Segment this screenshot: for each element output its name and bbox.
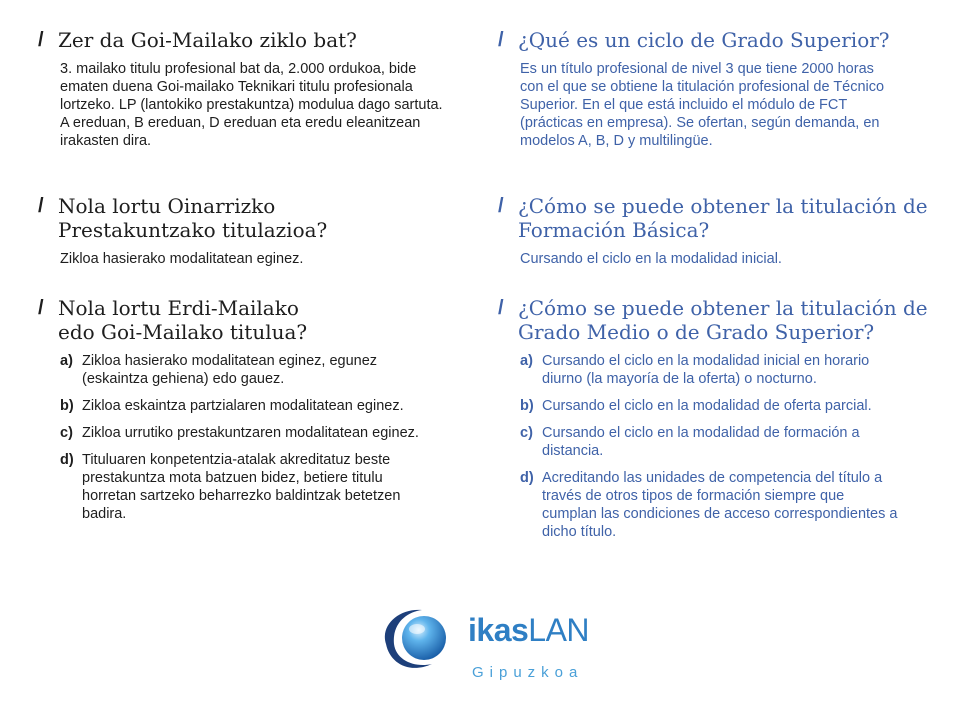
es-section-basic: [498, 194, 938, 283]
brand-name: [468, 612, 589, 649]
es-section-what-is: [498, 28, 938, 165]
es-body-what-is: Es un título profesional de nivel 3 que tiene 2000 horas con el que se obtiene la titulación profesional de Técnico Superior. En el que está incluido el módulo de FCT (prácticas en empresa). Se ofertan, según demanda, en modelos A, B, D y multilingüe.: [520, 61, 885, 149]
eu-body-basic: Zikloa hasierako modalitatean eginez.: [60, 251, 304, 267]
eu-options-list: [60, 352, 440, 523]
list-text: Cursando el ciclo en la modalidad de formación a distancia.: [542, 425, 860, 459]
list-text: Zikloa urrutiko prestakuntzaren modalitatean eginez.: [82, 425, 419, 441]
slash-marker: /: [38, 297, 44, 319]
list-item: [520, 469, 900, 541]
list-item: [60, 352, 440, 388]
list-marker: d): [520, 470, 534, 486]
es-heading-basic: [498, 194, 938, 242]
heading-text: Nola lortu Erdi-Mailako edo Goi-Mailako titulua?: [58, 296, 308, 344]
eu-heading-medium-superior: [38, 296, 338, 344]
ikaslan-logo: [376, 598, 606, 690]
list-marker: c): [60, 425, 73, 441]
brand-regular: LAN: [528, 612, 590, 648]
slash-marker: /: [498, 29, 504, 51]
list-item: [520, 424, 900, 460]
brand-region: Gipuzkoa: [472, 664, 584, 681]
list-marker: d): [60, 452, 74, 468]
eu-heading-what-is: [38, 28, 478, 52]
es-heading-what-is: [498, 28, 938, 52]
heading-text: Zer da Goi-Mailako ziklo bat?: [58, 28, 357, 52]
heading-text: ¿Cómo se puede obtener la titulación de Formación Básica?: [518, 194, 928, 242]
list-text: Cursando el ciclo en la modalidad de oferta parcial.: [542, 398, 872, 414]
list-item: [60, 451, 440, 523]
heading-text: ¿Cómo se puede obtener la titulación de Grado Medio o de Grado Superior?: [518, 296, 928, 344]
list-item: [520, 397, 900, 415]
slash-marker: /: [38, 29, 44, 51]
heading-text: Nola lortu Oinarrizko Prestakuntzako titulazioa?: [58, 194, 328, 242]
list-item: [60, 397, 440, 415]
slash-marker: /: [498, 297, 504, 319]
eu-body-what-is: 3. mailako titulu profesional bat da, 2.000 ordukoa, bide ematen duena Goi-mailako Teknikari titulu profesionala lortzeko. LP (lantokiko prestakuntza) modulua dago sartuta. A ereduan, B ereduan, D ereduan eta eredu eleanitzean irakasten dira.: [60, 61, 443, 149]
list-item: [520, 352, 900, 388]
list-marker: b): [60, 398, 74, 414]
eu-section-basic: [38, 194, 478, 283]
es-body-basic: Cursando el ciclo en la modalidad inicial.: [520, 251, 782, 267]
list-text: Acreditando las unidades de competencia del título a través de otros tipos de formación siempre que cumplan las condiciones de acceso correspondientes a dicho título.: [542, 470, 898, 540]
list-item: [60, 424, 440, 442]
eu-section-what-is: [38, 28, 478, 165]
list-marker: a): [60, 353, 73, 369]
globe-swoosh-icon: [376, 604, 462, 674]
list-marker: b): [520, 398, 534, 414]
heading-text: ¿Qué es un ciclo de Grado Superior?: [518, 28, 890, 52]
es-section-medium-superior: [498, 296, 938, 550]
slash-marker: /: [38, 195, 44, 217]
list-text: Cursando el ciclo en la modalidad inicial en horario diurno (la mayoría de la oferta) o nocturno.: [542, 353, 870, 387]
eu-heading-basic: [38, 194, 358, 242]
es-heading-medium-superior: [498, 296, 938, 344]
list-marker: a): [520, 353, 533, 369]
eu-section-medium-superior: [38, 296, 478, 532]
list-text: Zikloa hasierako modalitatean eginez, egunez (eskaintza gehiena) edo gauez.: [82, 353, 378, 387]
es-options-list: [520, 352, 900, 541]
brand-bold: ikas: [468, 612, 529, 648]
list-marker: c): [520, 425, 533, 441]
list-text: Zikloa eskaintza partzialaren modalitatean eginez.: [82, 398, 404, 414]
list-text: Tituluaren konpetentzia-atalak akreditatuz beste prestakuntza mota batzuen bidez, betiere titulu horretan sartzeko beharrezko baldintzak betetzen badira.: [82, 452, 401, 522]
slash-marker: /: [498, 195, 504, 217]
